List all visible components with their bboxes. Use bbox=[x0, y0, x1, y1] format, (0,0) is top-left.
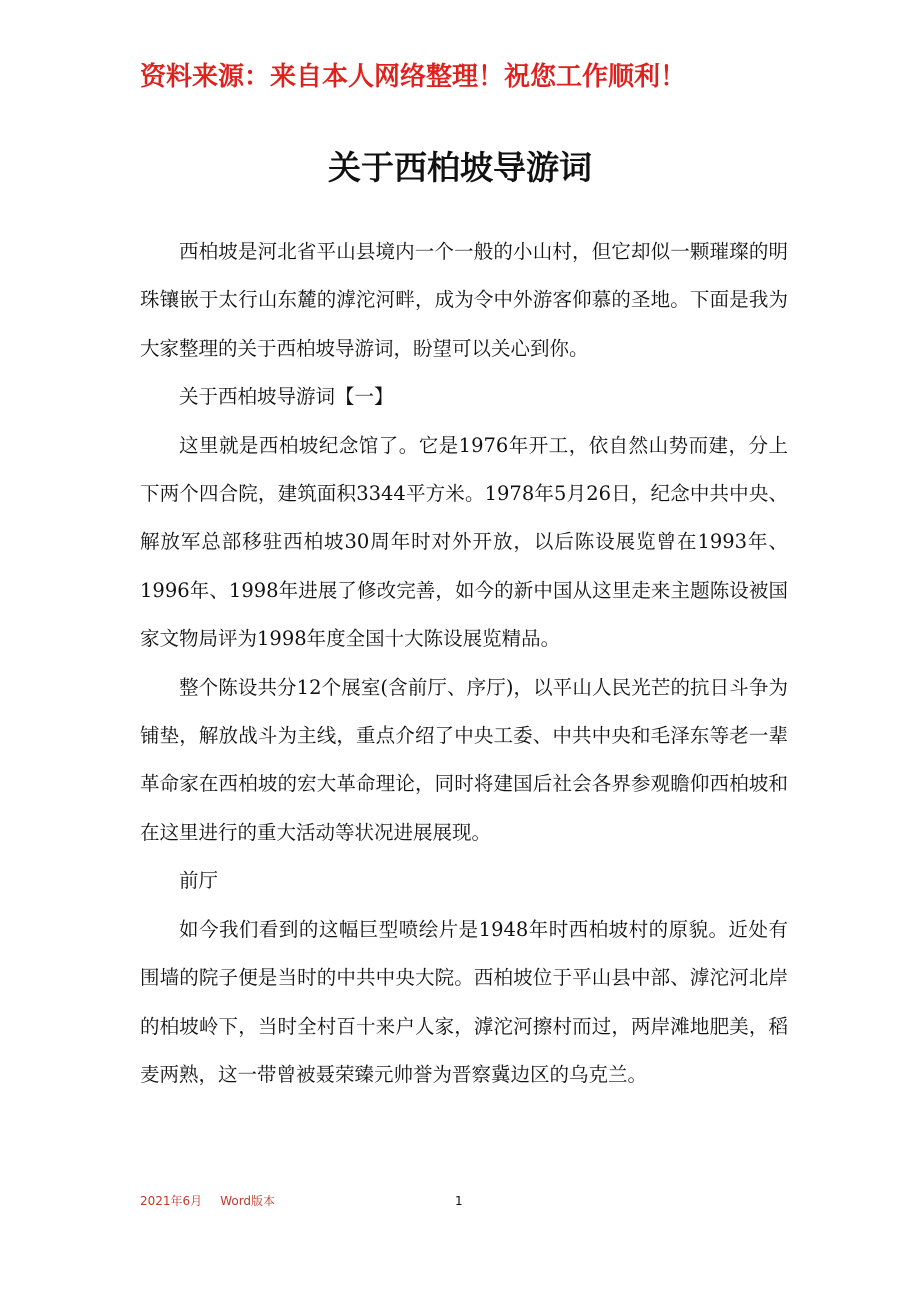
museum-paragraph: 这里就是西柏坡纪念馆了。它是1976年开工，依自然山势而建，分上下两个四合院，建筑面积3344平方米。1978年5月26日，纪念中共中央、解放军总部移驻西柏坡30周年时对外开放，以后陈设展览曾在1993年、1996年、1998年进展了修改完善，如今的新中国从这里走来主题陈设被国家文物局评为1998年度全国十大陈设展览精品。 bbox=[140, 433, 788, 651]
front-hall-paragraph: 如今我们看到的这幅巨型喷绘片是1948年时西柏坡村的原貌。近处有围墙的院子便是当时的中共中央大院。西柏坡位于平山县中部、滹沱河北岸的柏坡岭下，当时全村百十来户人家，滹沱河擦村而过，两岸滩地肥美，稻麦两熟，这一带曾被聂荣臻元帅誉为晋察冀边区的乌克兰。 bbox=[140, 917, 788, 1086]
section-heading-1: 关于西柏坡导游词【一】 bbox=[179, 385, 394, 409]
document-title: 关于西柏坡导游词 bbox=[328, 148, 592, 187]
page-number: 1 bbox=[455, 1194, 463, 1208]
source-note-banner: 资料来源：来自本人网络整理！祝您工作顺利！ bbox=[140, 62, 687, 92]
page-footer bbox=[140, 1193, 740, 1209]
footer-version: Word版本 bbox=[220, 1194, 276, 1208]
intro-paragraph: 西柏坡是河北省平山县境内一个一般的小山村，但它却似一颗璀璨的明珠镶嵌于太行山东麓的滹沱河畔，成为令中外游客仰慕的圣地。下面是我为大家整理的关于西柏坡导游词，盼望可以关心到你。 bbox=[140, 240, 788, 360]
exhibition-paragraph: 整个陈设共分12个展室(含前厅、序厅)，以平山人民光芒的抗日斗争为铺垫，解放战斗为主线，重点介绍了中央工委、中共中央和毛泽东等老一辈革命家在西柏坡的宏大革命理论，同时将建国后社会各界参观瞻仰西柏坡和在这里进行的重大活动等状况进展展现。 bbox=[140, 675, 788, 844]
document-body bbox=[140, 228, 788, 1099]
section-heading-front-hall: 前厅 bbox=[179, 869, 219, 893]
footer-date: 2021年6月 bbox=[140, 1194, 203, 1208]
